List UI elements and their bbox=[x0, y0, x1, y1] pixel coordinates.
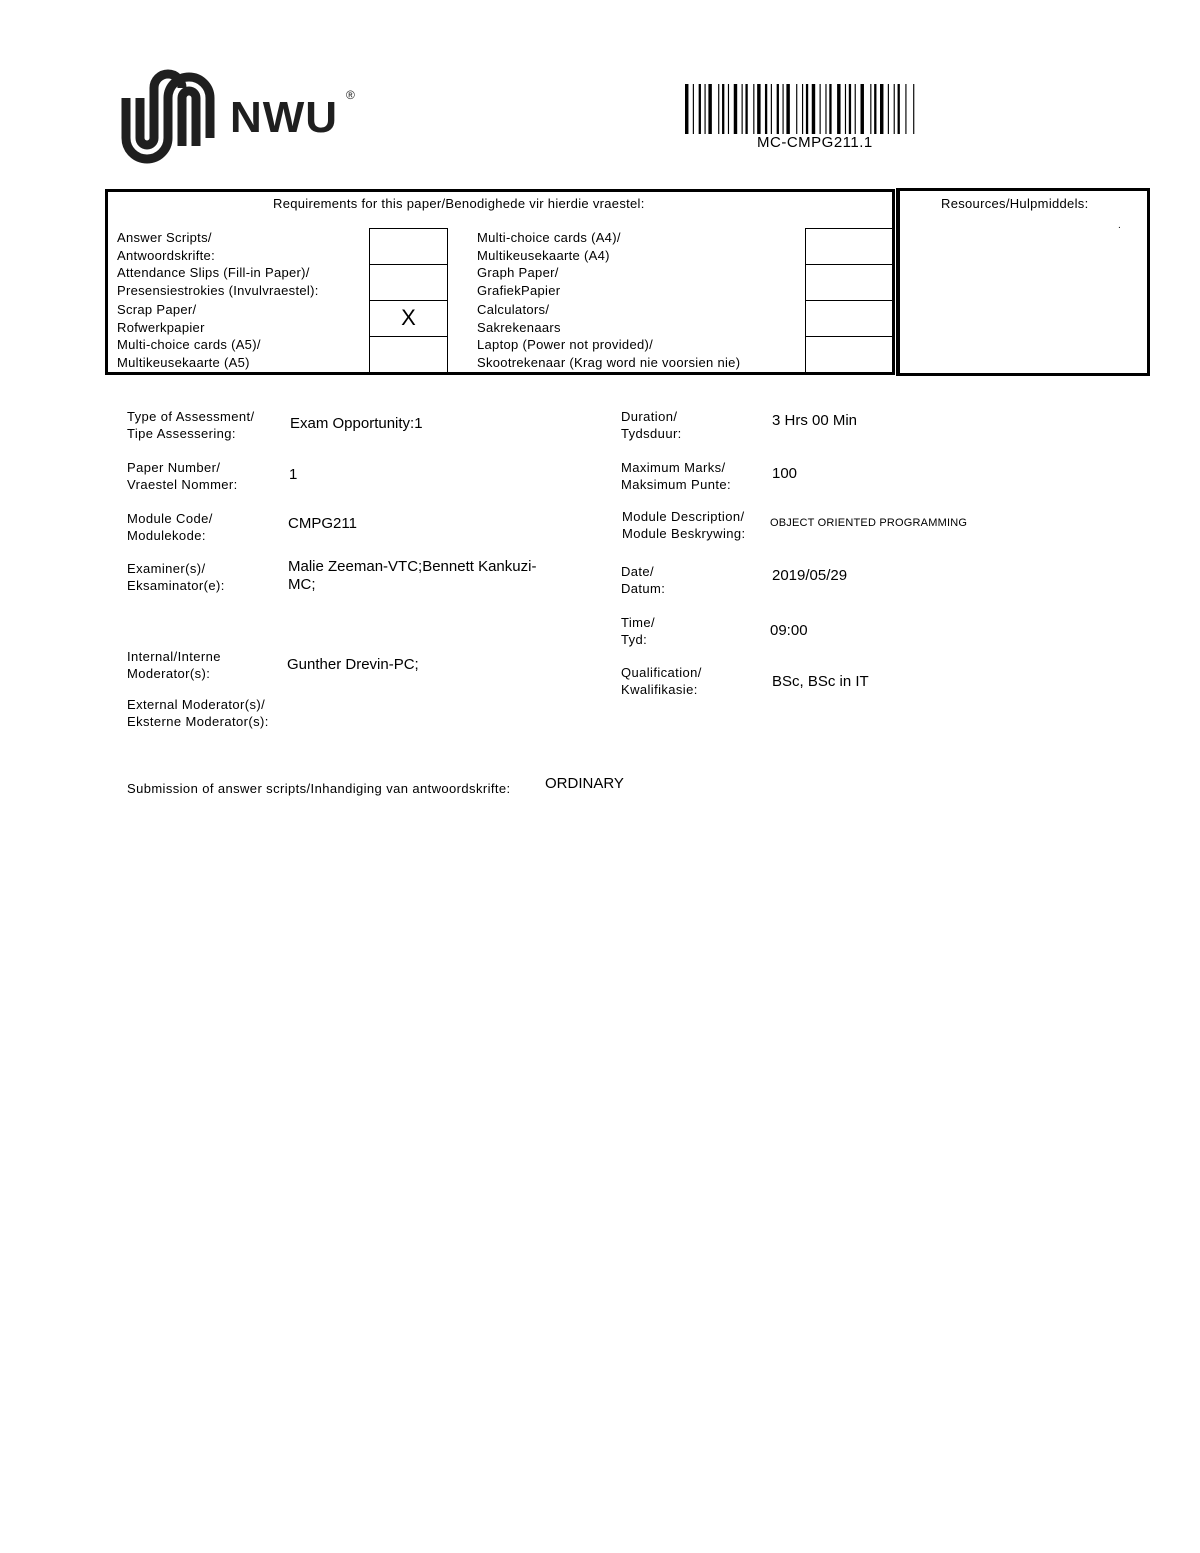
value-internal-moderator: Gunther Drevin-PC; bbox=[287, 656, 419, 673]
checkbox-attendance-slips[interactable] bbox=[369, 264, 448, 301]
checkbox-calculators[interactable] bbox=[805, 300, 895, 337]
req-attendance-slips: Attendance Slips (Fill-in Paper)/ Presensiestrokies (Invulvraestel): bbox=[117, 265, 319, 298]
req-calculators: Calculators/ Sakrekenaars bbox=[477, 302, 561, 335]
label-external-moderator: External Moderator(s)/ Eksterne Moderator(s): bbox=[127, 697, 269, 729]
value-qualification: BSc, BSc in IT bbox=[772, 673, 869, 690]
req-mc-cards-a5: Multi-choice cards (A5)/ Multikeusekaarte (A5) bbox=[117, 337, 261, 370]
checkbox-scrap-paper[interactable]: X bbox=[369, 300, 448, 337]
value-module-code: CMPG211 bbox=[288, 515, 357, 532]
value-type-of-assessment: Exam Opportunity:1 bbox=[290, 415, 423, 432]
value-maximum-marks: 100 bbox=[772, 465, 798, 482]
label-module-description: Module Description/ Module Beskrywing: bbox=[622, 509, 746, 541]
checkbox-mc-cards-a5[interactable] bbox=[369, 336, 448, 373]
requirements-title: Requirements for this paper/Benodighede vir hierdie vraestel: bbox=[273, 196, 645, 211]
label-maximum-marks: Maximum Marks/ Maksimum Punte: bbox=[621, 460, 732, 492]
value-module-description: OBJECT ORIENTED PROGRAMMING bbox=[770, 517, 968, 529]
value-paper-number: 1 bbox=[289, 466, 298, 483]
value-submission: ORDINARY bbox=[545, 775, 624, 792]
checkbox-mc-cards-a4[interactable] bbox=[805, 228, 895, 265]
checkbox-graph-paper[interactable] bbox=[805, 264, 895, 301]
label-paper-number: Paper Number/ Vraestel Nommer: bbox=[127, 460, 238, 492]
resources-box bbox=[896, 188, 1150, 376]
label-internal-moderator: Internal/Interne Moderator(s): bbox=[127, 649, 221, 681]
checkbox-answer-scripts[interactable] bbox=[369, 228, 448, 265]
req-graph-paper: Graph Paper/ GrafiekPapier bbox=[477, 265, 561, 298]
paper-code: MC-CMPG211.1 bbox=[757, 134, 873, 151]
checkbox-laptop[interactable] bbox=[805, 336, 895, 373]
req-laptop: Laptop (Power not provided)/ Skootrekenaar (Krag word nie voorsien nie) bbox=[477, 337, 741, 370]
label-examiners: Examiner(s)/ Eksaminator(e): bbox=[127, 561, 225, 593]
label-submission: Submission of answer scripts/Inhandiging van antwoordskrifte: bbox=[127, 781, 511, 796]
label-time: Time/ Tyd: bbox=[621, 615, 656, 647]
registered-mark: ® bbox=[346, 88, 355, 102]
req-answer-scripts: Answer Scripts/ Antwoordskrifte: bbox=[117, 230, 216, 263]
value-date: 2019/05/29 bbox=[772, 567, 848, 584]
value-examiners: Malie Zeeman-VTC;Bennett Kankuzi-MC; bbox=[288, 558, 537, 593]
label-module-code: Module Code/ Modulekode: bbox=[127, 511, 213, 543]
req-mc-cards-a4: Multi-choice cards (A4)/ Multikeusekaarte (A4) bbox=[477, 230, 621, 263]
logo-wordmark: NWU bbox=[230, 93, 339, 142]
label-duration: Duration/ Tydsduur: bbox=[621, 409, 682, 441]
value-duration: 3 Hrs 00 Min bbox=[772, 412, 858, 429]
req-scrap-paper: Scrap Paper/ Rofwerkpapier bbox=[117, 302, 205, 335]
label-date: Date/ Datum: bbox=[621, 564, 666, 596]
nwu-logo-icon bbox=[118, 68, 218, 166]
barcode-icon bbox=[685, 84, 949, 134]
resources-title: Resources/Hulpmiddels: bbox=[941, 196, 1089, 211]
resources-note: . bbox=[1118, 220, 1121, 231]
label-qualification: Qualification/ Kwalifikasie: bbox=[621, 665, 702, 697]
value-time: 09:00 bbox=[770, 622, 808, 639]
label-type-of-assessment: Type of Assessment/ Tipe Assessering: bbox=[127, 409, 255, 441]
